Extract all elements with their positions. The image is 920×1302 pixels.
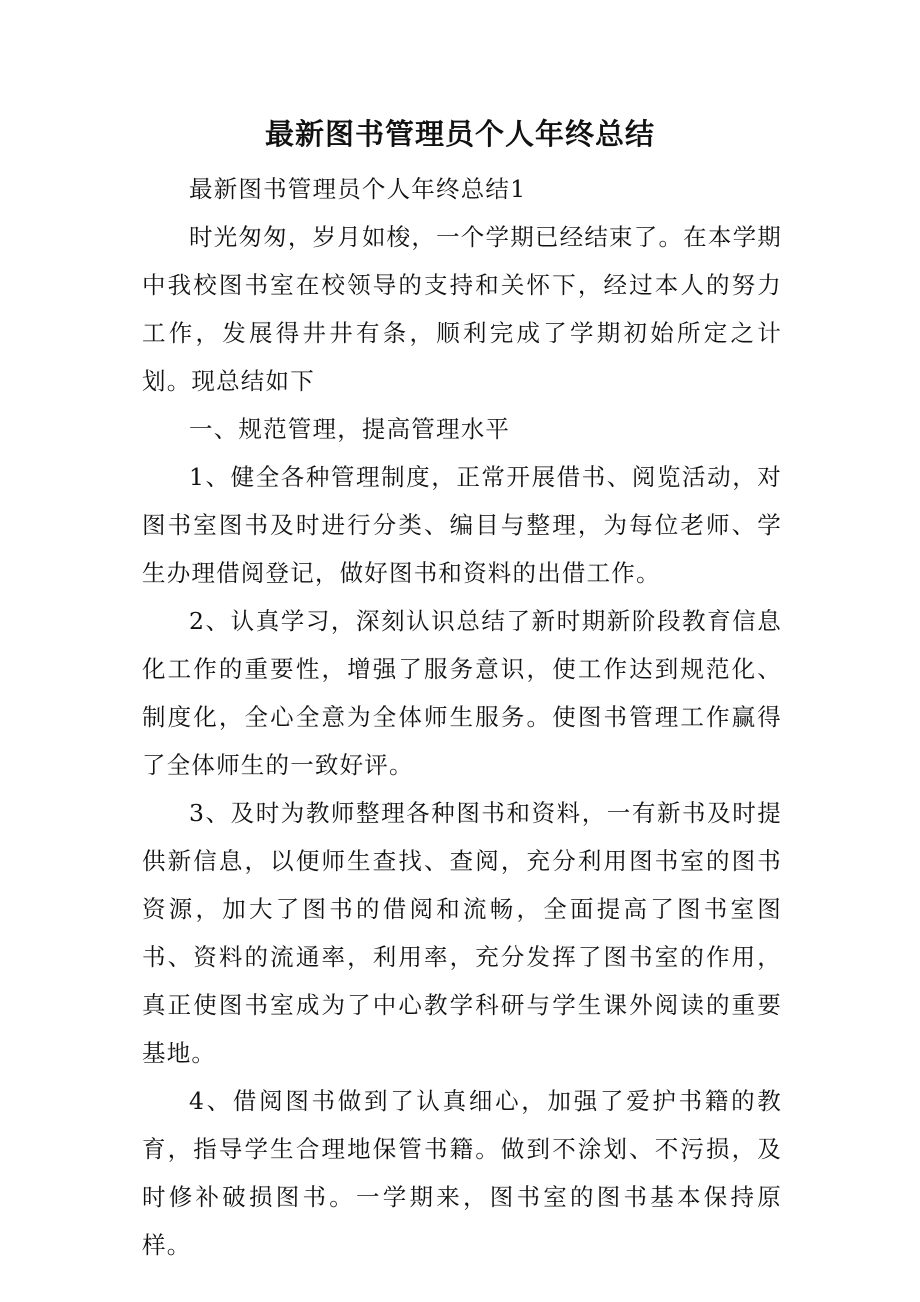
paragraph-item-1: 1、健全各种管理制度，正常开展借书、阅览活动，对图书室图书及时进行分类、编目与整理，为每位老师、学生办理借阅登记，做好图书和资料的出借工作。 xyxy=(142,463,782,587)
paragraph-item-3: 3、及时为教师整理各种图书和资料，一有新书及时提供新信息，以便师生查找、查阅，充分利用图书室的图书资源，加大了图书的借阅和流畅，全面提高了图书室图书、资料的流通率，利用率，充分发挥了图书室的作用，真正使图书室成为了中心教学科研与学生课外阅读的重要基地。 xyxy=(142,799,782,1067)
paragraph-item-4: 4、借阅图书做到了认真细心，加强了爱护书籍的教育，指导学生合理地保管书籍。做到不涂划、不污损，及时修补破损图书。一学期来，图书室的图书基本保持原样。 xyxy=(142,1087,782,1259)
paragraph-intro: 时光匆匆，岁月如梭，一个学期已经结束了。在本学期中我校图书室在校领导的支持和关怀下，经过本人的努力工作，发展得井井有条，顺利完成了学期初始所定之计划。现总结如下 xyxy=(142,223,782,395)
section-heading: 一、规范管理，提高管理水平 xyxy=(189,415,511,443)
document-body xyxy=(142,165,782,1269)
document-title: 最新图书管理员个人年终总结 xyxy=(264,117,655,151)
paragraph-item-2: 2、认真学习，深刻认识总结了新时期新阶段教育信息化工作的重要性，增强了服务意识，使工作达到规范化、制度化，全心全意为全体师生服务。使图书管理工作赢得了全体师生的一致好评。 xyxy=(142,607,782,779)
document-subtitle: 最新图书管理员个人年终总结1 xyxy=(189,175,527,203)
